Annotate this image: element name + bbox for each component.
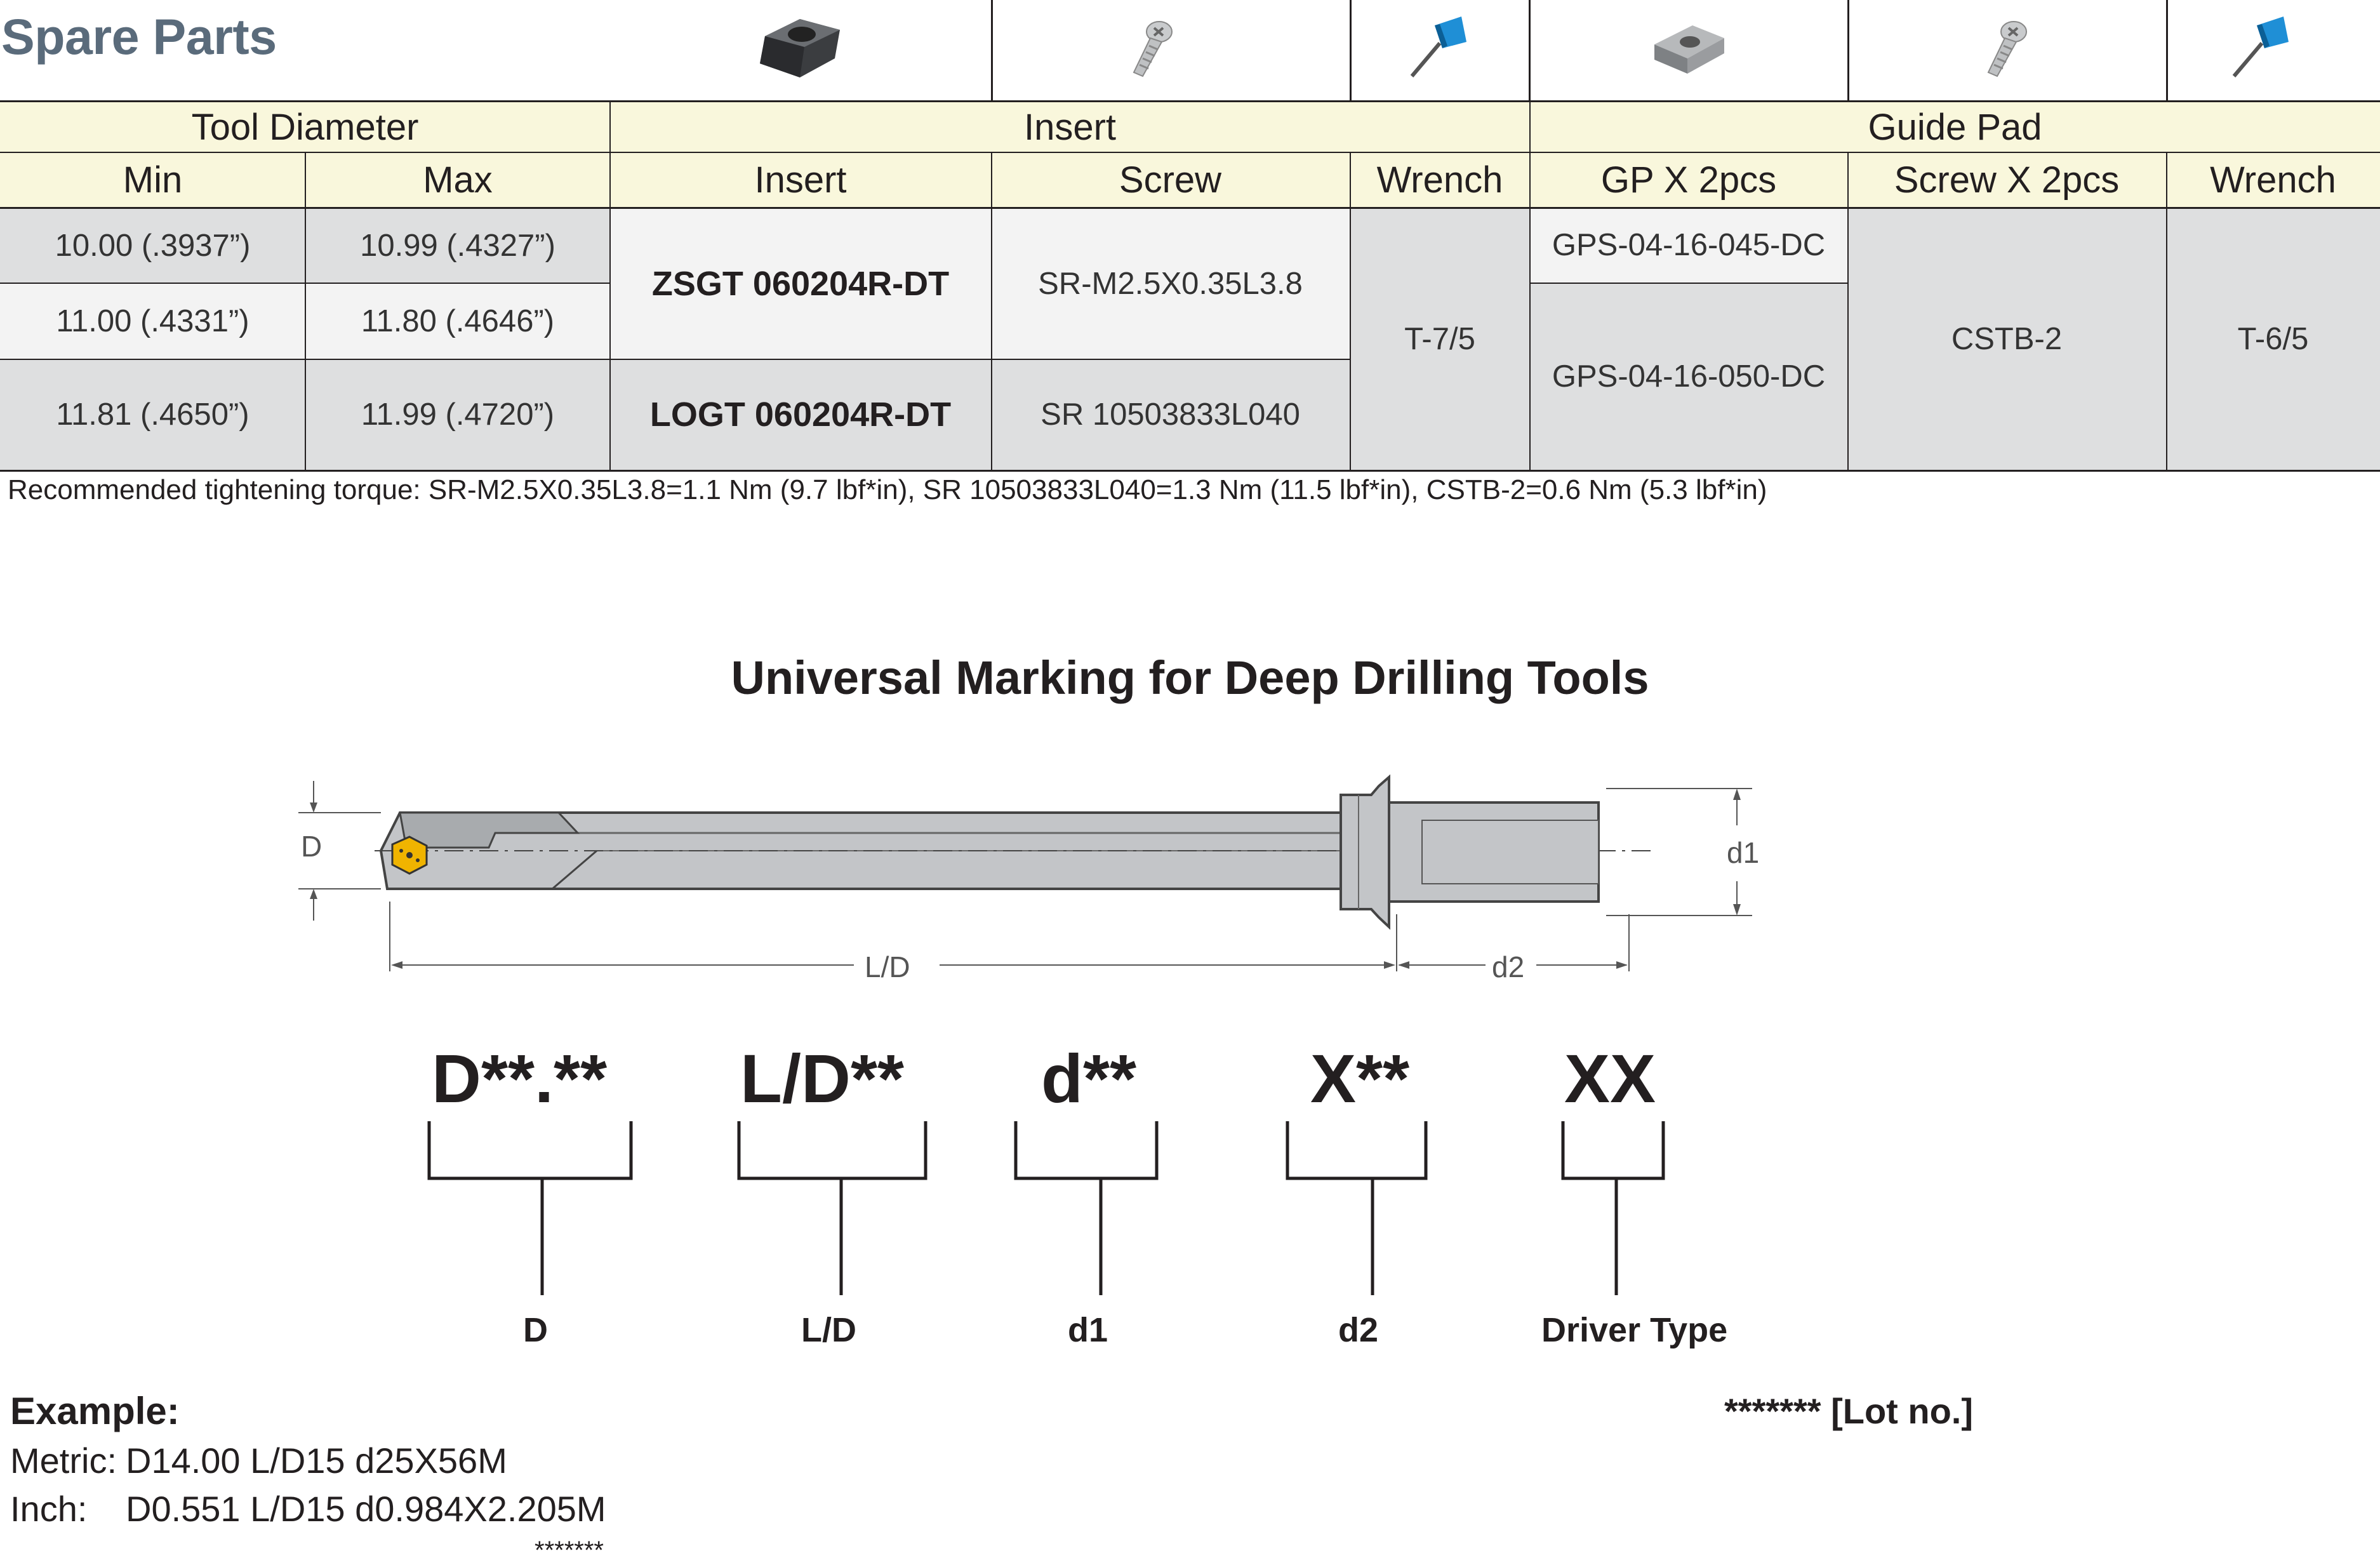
- table-border: [0, 100, 2380, 102]
- table-cell-max: 11.99 (.4720”): [305, 359, 610, 470]
- column-header-gp-screw: Screw X 2pcs: [1847, 152, 2166, 208]
- table-border: [0, 359, 1350, 360]
- table-cell-screw: SR 10503833L040: [991, 359, 1350, 470]
- divider: [1847, 0, 1849, 100]
- dimension-label-ld: L/D: [865, 950, 910, 983]
- dimension-label-d2: d2: [1492, 950, 1525, 983]
- label-d2: d2: [1338, 1311, 1379, 1349]
- table-cell-min: 11.81 (.4650”): [0, 359, 305, 470]
- table-cell-min: 11.00 (.4331”): [0, 283, 305, 359]
- column-header-max: Max: [305, 152, 610, 208]
- table-cell-min: 10.00 (.3937”): [0, 208, 305, 283]
- guide-pad-screw-icon: [1979, 18, 2030, 81]
- page-title: Spare Parts: [1, 8, 277, 65]
- section-heading: Universal Marking for Deep Drilling Tools: [731, 651, 1649, 704]
- table-border: [0, 470, 2380, 472]
- insert-icon: [752, 14, 848, 81]
- example-metric-value: D14.00 L/D15 d25X56M: [126, 1441, 507, 1481]
- table-border: [2166, 152, 2167, 471]
- table-cell-max: 10.99 (.4327”): [305, 208, 610, 283]
- table-border: [305, 152, 306, 471]
- table-border: [1847, 152, 1849, 471]
- table-cell-guide-pad: GPS-04-16-045-DC: [1530, 208, 1847, 283]
- table-cell-guide-pad: GPS-04-16-050-DC: [1530, 283, 1847, 470]
- dimension-label-d1: d1: [1727, 836, 1760, 869]
- table-border: [0, 207, 2380, 209]
- divider: [1529, 0, 1531, 100]
- group-header-tool-diameter: Tool Diameter: [0, 102, 610, 152]
- column-header-gp: GP X 2pcs: [1530, 152, 1847, 208]
- table-border: [1530, 283, 1847, 284]
- code-d: D**.**: [432, 1040, 608, 1117]
- group-header-insert: Insert: [610, 102, 1530, 152]
- divider: [1350, 0, 1352, 100]
- dimension-label-d: D: [301, 830, 322, 863]
- group-header-guide-pad: Guide Pad: [1530, 102, 2380, 152]
- column-header-gp-wrench: Wrench: [2166, 152, 2380, 208]
- label-d: D: [523, 1311, 548, 1349]
- code-ld: L/D**: [740, 1040, 905, 1117]
- table-cell-gp-wrench: T-6/5: [2166, 208, 2380, 470]
- table-border: [1350, 152, 1351, 471]
- divider: [2166, 0, 2168, 100]
- label-d1: d1: [1068, 1311, 1108, 1349]
- table-cell-max: 11.80 (.4646”): [305, 283, 610, 359]
- table-border: [991, 152, 992, 471]
- example-inch-value: D0.551 L/D15 d0.984X2.205M: [126, 1489, 606, 1529]
- column-header-wrench: Wrench: [1350, 152, 1530, 208]
- example-metric-label: Metric:: [10, 1441, 117, 1481]
- column-header-min: Min: [0, 152, 305, 208]
- lot-number-label: ******* [Lot no.]: [1724, 1391, 1973, 1431]
- table-cell-insert: ZSGT 060204R-DT: [610, 208, 991, 359]
- label-ld: L/D: [801, 1311, 856, 1349]
- drill-tool-drawing: [279, 762, 1778, 990]
- table-border: [1529, 100, 1531, 471]
- code-driver: XX: [1564, 1040, 1656, 1117]
- divider: [991, 0, 993, 100]
- table-cell-insert: LOGT 060204R-DT: [610, 359, 991, 470]
- table-cell-gp-screw: CSTB-2: [1847, 208, 2166, 470]
- code-d1: d**: [1041, 1040, 1137, 1117]
- table-cell-wrench: T-7/5: [1350, 208, 1530, 470]
- screw-icon: [1125, 18, 1176, 81]
- label-driver-type: Driver Type: [1541, 1311, 1728, 1349]
- torque-note: Recommended tightening torque: SR-M2.5X0.35L3.8=1.1 Nm (9.7 lbf*in), SR 10503833L040=1.3 Nm (11.5 lbf*in), CSTB-2=0.6 Nm (5.3 lbf*in): [8, 474, 1767, 505]
- table-cell-screw: SR-M2.5X0.35L3.8: [991, 208, 1350, 359]
- example-inch-label: Inch:: [10, 1489, 88, 1529]
- example-title: Example:: [10, 1390, 180, 1432]
- code-d2: X**: [1310, 1040, 1410, 1117]
- wrench-icon: [1403, 13, 1473, 83]
- example-lot-stars: *******: [535, 1536, 604, 1564]
- guide-pad-wrench-icon: [2225, 13, 2295, 83]
- table-border: [609, 100, 611, 471]
- table-border: [0, 152, 2380, 153]
- guide-pad-icon: [1648, 19, 1731, 76]
- column-header-screw: Screw: [991, 152, 1350, 208]
- column-header-insert: Insert: [610, 152, 991, 208]
- marking-brackets: [419, 1117, 1689, 1308]
